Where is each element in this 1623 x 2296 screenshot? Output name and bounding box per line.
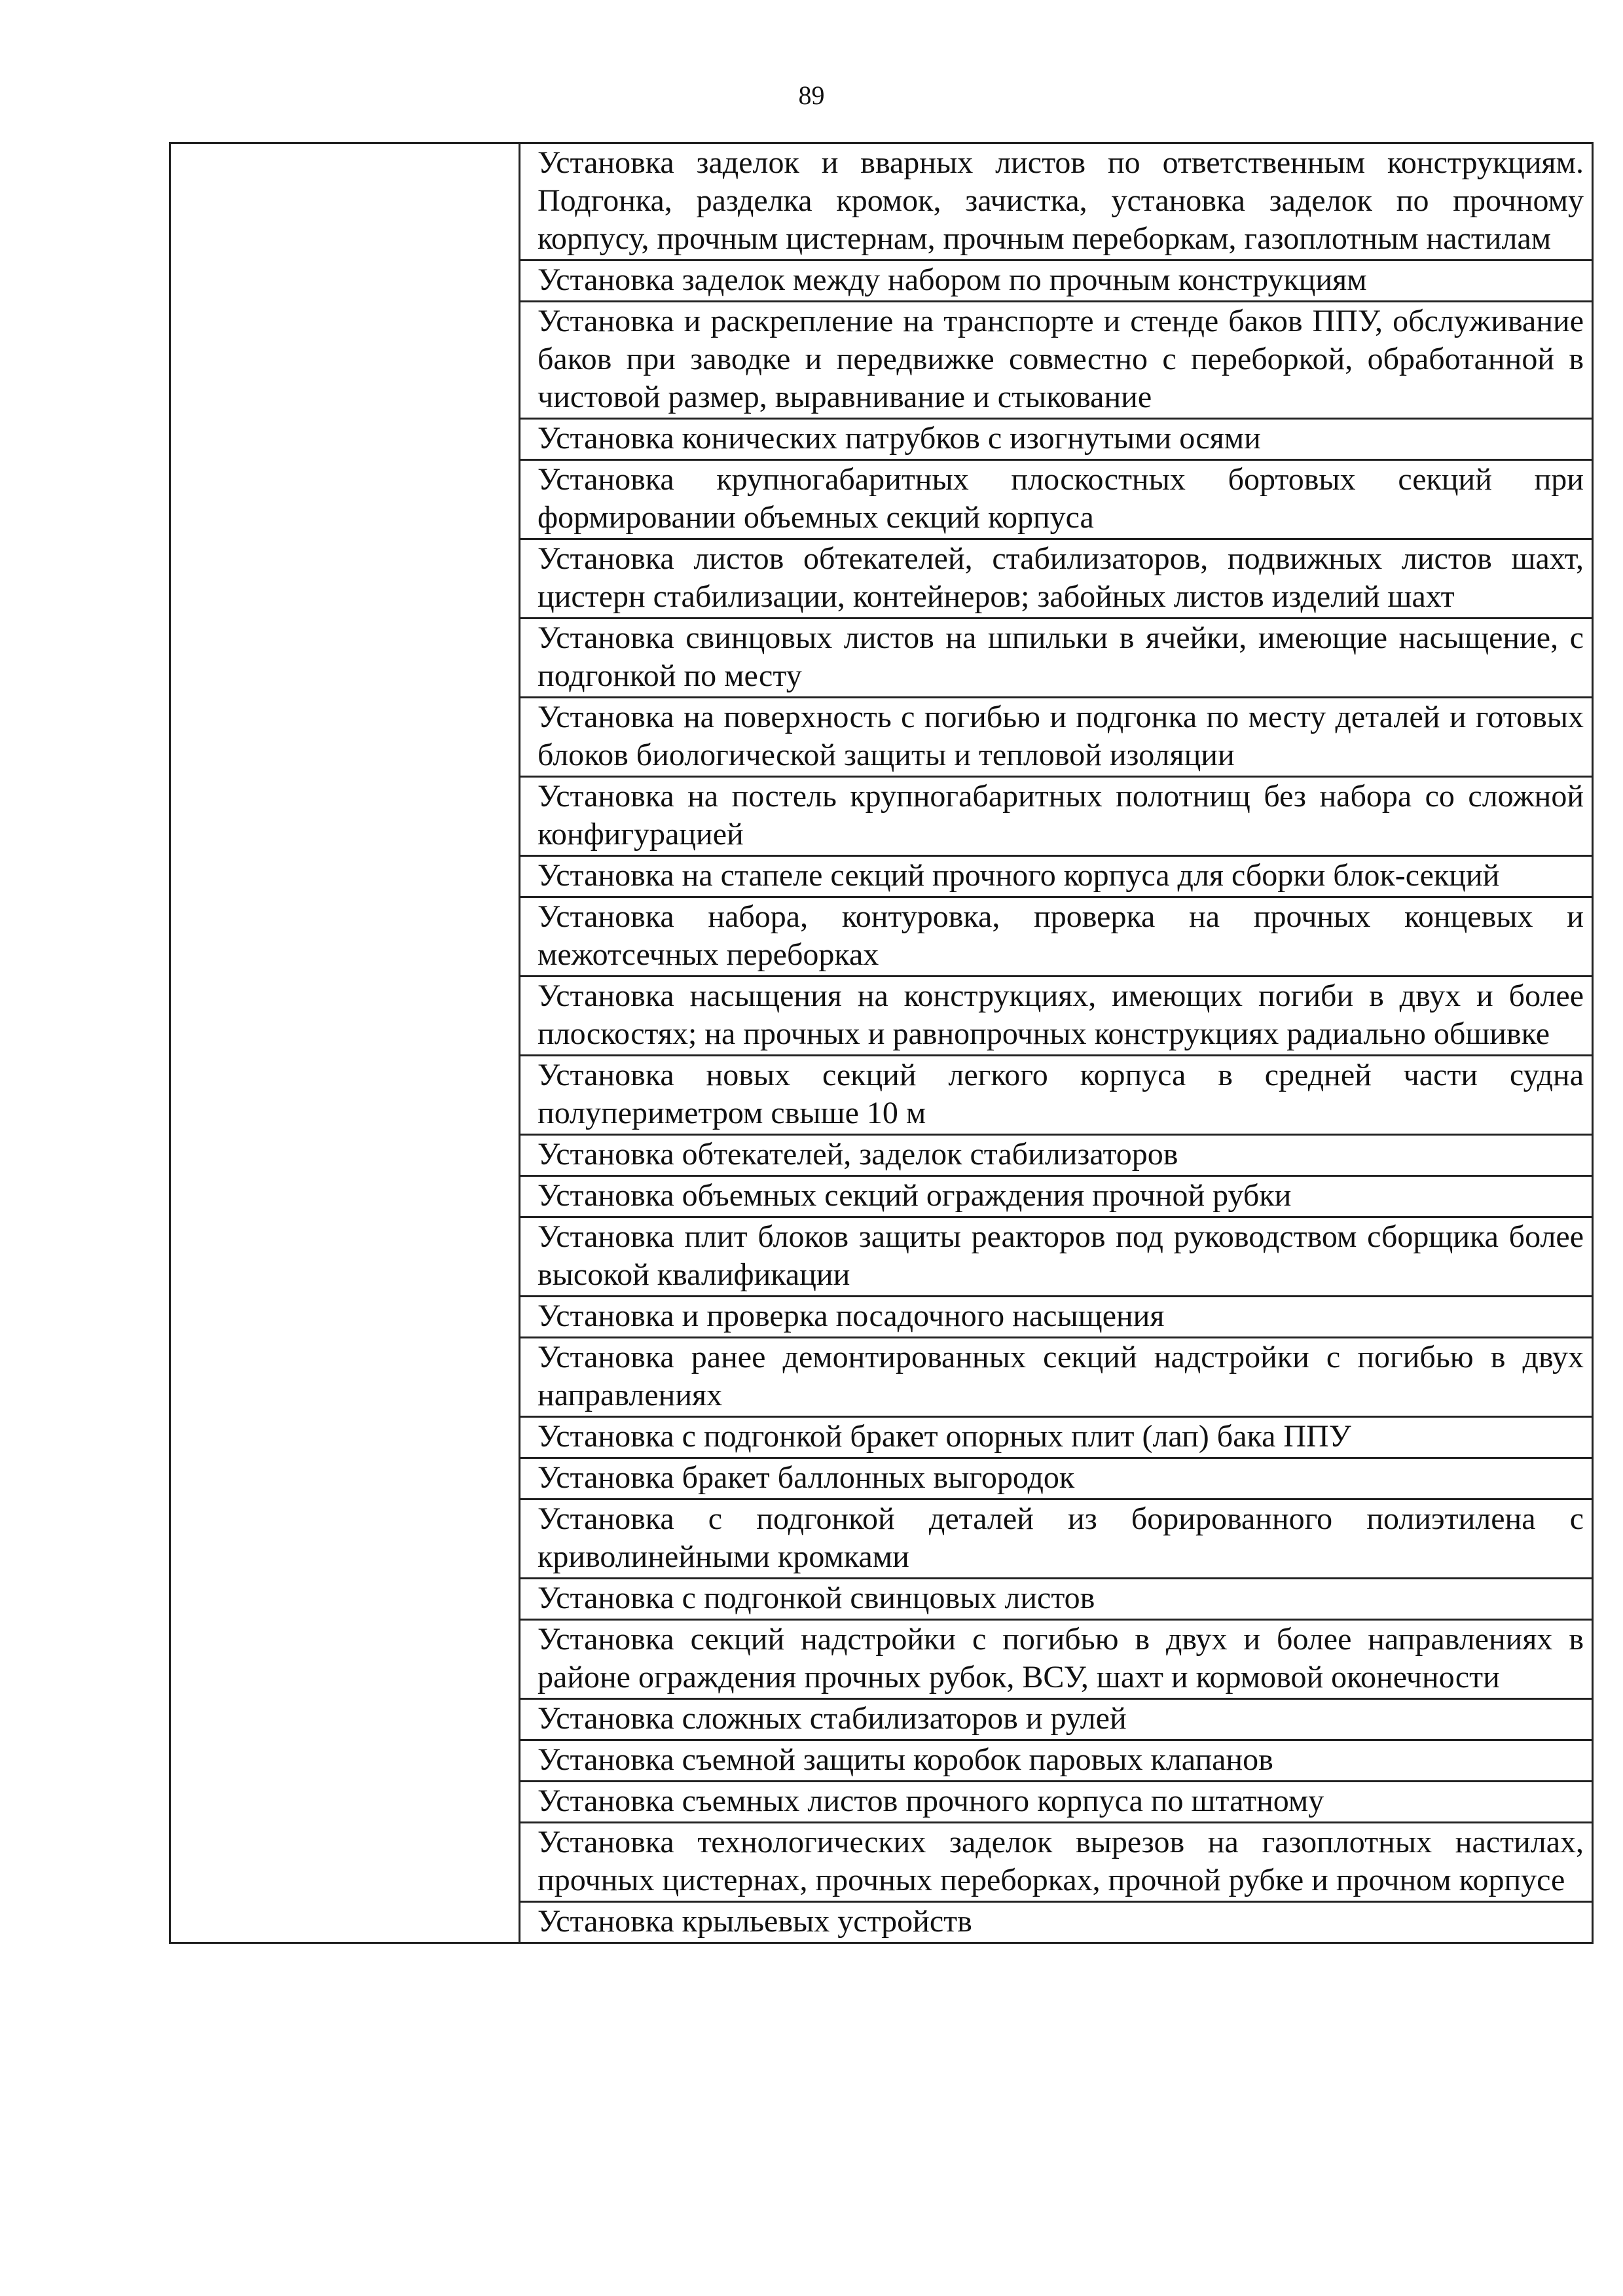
operation-text: Установка свинцовых листов на шпильки в ячейки, имеющие насыщение, с подгонкой по месту	[538, 620, 1584, 693]
operation-text: Установка бракет баллонных выгородок	[538, 1460, 1075, 1495]
operation-cell	[520, 1699, 1593, 1740]
table-body	[170, 143, 1593, 1943]
operation-text: Установка крупногабаритных плоскостных бортовых секций при формировании объемных секций корпуса	[538, 462, 1584, 535]
operation-text: Установка и проверка посадочного насыщения	[538, 1299, 1165, 1333]
profession-cell	[170, 143, 520, 1943]
operation-cell	[520, 1499, 1593, 1579]
operation-cell	[520, 1176, 1593, 1217]
operation-text: Установка новых секций легкого корпуса в средней части судна полупериметром свыше 10 м	[538, 1058, 1584, 1130]
operation-cell	[520, 1217, 1593, 1297]
operation-text: Установка конических патрубков с изогнутыми осями	[538, 421, 1261, 456]
operation-cell	[520, 419, 1593, 460]
operation-cell	[520, 1902, 1593, 1943]
operation-text: Установка плит блоков защиты реакторов под руководством сборщика более высокой квалификации	[538, 1219, 1584, 1292]
operation-text: Установка съемной защиты коробок паровых клапанов	[538, 1742, 1273, 1777]
operation-cell	[520, 1135, 1593, 1176]
operation-cell	[520, 143, 1593, 260]
operations-table	[169, 142, 1594, 1944]
operation-text: Установка съемных листов прочного корпуса по штатному	[538, 1784, 1324, 1818]
operation-text: Установка и раскрепление на транспорте и стенде баков ППУ, обслуживание баков при заводке и передвижке совместно с переборкой, обработанной в чистовой размер, выравнивание и стыкование	[538, 304, 1584, 414]
operation-text: Установка крыльевых устройств	[538, 1904, 972, 1939]
operation-cell	[520, 1338, 1593, 1417]
operation-text: Установка ранее демонтированных секций надстройки с погибью в двух направлениях	[538, 1340, 1584, 1412]
operation-cell	[520, 539, 1593, 619]
operation-cell	[520, 1297, 1593, 1338]
operation-cell	[520, 302, 1593, 419]
operation-text: Установка на постель крупногабаритных полотнищ без набора со сложной конфигурацией	[538, 779, 1584, 852]
operation-cell	[520, 1458, 1593, 1499]
operation-cell	[520, 460, 1593, 539]
operation-cell	[520, 1417, 1593, 1458]
table-row	[170, 143, 1593, 260]
operation-cell	[520, 777, 1593, 856]
operation-cell	[520, 1056, 1593, 1135]
operation-cell	[520, 698, 1593, 777]
operation-text: Установка на поверхность с погибью и подгонка по месту деталей и готовых блоков биологической защиты и тепловой изоляции	[538, 700, 1584, 772]
operation-text: Установка с подгонкой бракет опорных плит (лап) бака ППУ	[538, 1419, 1351, 1454]
operation-text: Установка заделок между набором по прочным конструкциям	[538, 262, 1367, 297]
operation-text: Установка с подгонкой свинцовых листов	[538, 1581, 1095, 1615]
operation-cell	[520, 1620, 1593, 1699]
operation-cell	[520, 977, 1593, 1056]
operation-text: Установка с подгонкой деталей из борированного полиэтилена с криволинейными кромками	[538, 1501, 1584, 1574]
operation-text: Установка обтекателей, заделок стабилизаторов	[538, 1137, 1178, 1172]
operation-cell	[520, 1823, 1593, 1902]
operation-text: Установка технологических заделок вырезов на газоплотных настилах, прочных цистернах, прочных переборках, прочной рубке и прочном корпусе	[538, 1825, 1584, 1897]
page-number: 89	[798, 81, 825, 110]
operation-cell	[520, 1782, 1593, 1823]
operation-text: Установка объемных секций ограждения прочной рубки	[538, 1178, 1292, 1213]
operation-text: Установка секций надстройки с погибью в двух и более направлениях в районе ограждения прочных рубок, ВСУ, шахт и кормовой оконечности	[538, 1622, 1584, 1695]
operation-text: Установка сложных стабилизаторов и рулей	[538, 1701, 1127, 1736]
operation-cell	[520, 1740, 1593, 1782]
operation-text: Установка на стапеле секций прочного корпуса для сборки блок-секций	[538, 858, 1500, 893]
operation-text: Установка заделок и вварных листов по ответственным конструкциям. Подгонка, разделка кромок, зачистка, установка заделок по прочному корпусу, прочным цистернам, прочным переборкам, газоплотным настилам	[538, 145, 1584, 256]
operation-cell	[520, 260, 1593, 302]
operation-cell	[520, 897, 1593, 977]
operation-cell	[520, 619, 1593, 698]
operation-cell	[520, 856, 1593, 897]
operation-text: Установка насыщения на конструкциях, имеющих погиби в двух и более плоскостях; на прочных и равнопрочных конструкциях радиально обшивке	[538, 978, 1584, 1051]
operation-cell	[520, 1579, 1593, 1620]
operation-text: Установка набора, контуровка, проверка на прочных концевых и межотсечных переборках	[538, 899, 1584, 972]
operation-text: Установка листов обтекателей, стабилизаторов, подвижных листов шахт, цистерн стабилизации, контейнеров; забойных листов изделий шахт	[538, 541, 1584, 614]
